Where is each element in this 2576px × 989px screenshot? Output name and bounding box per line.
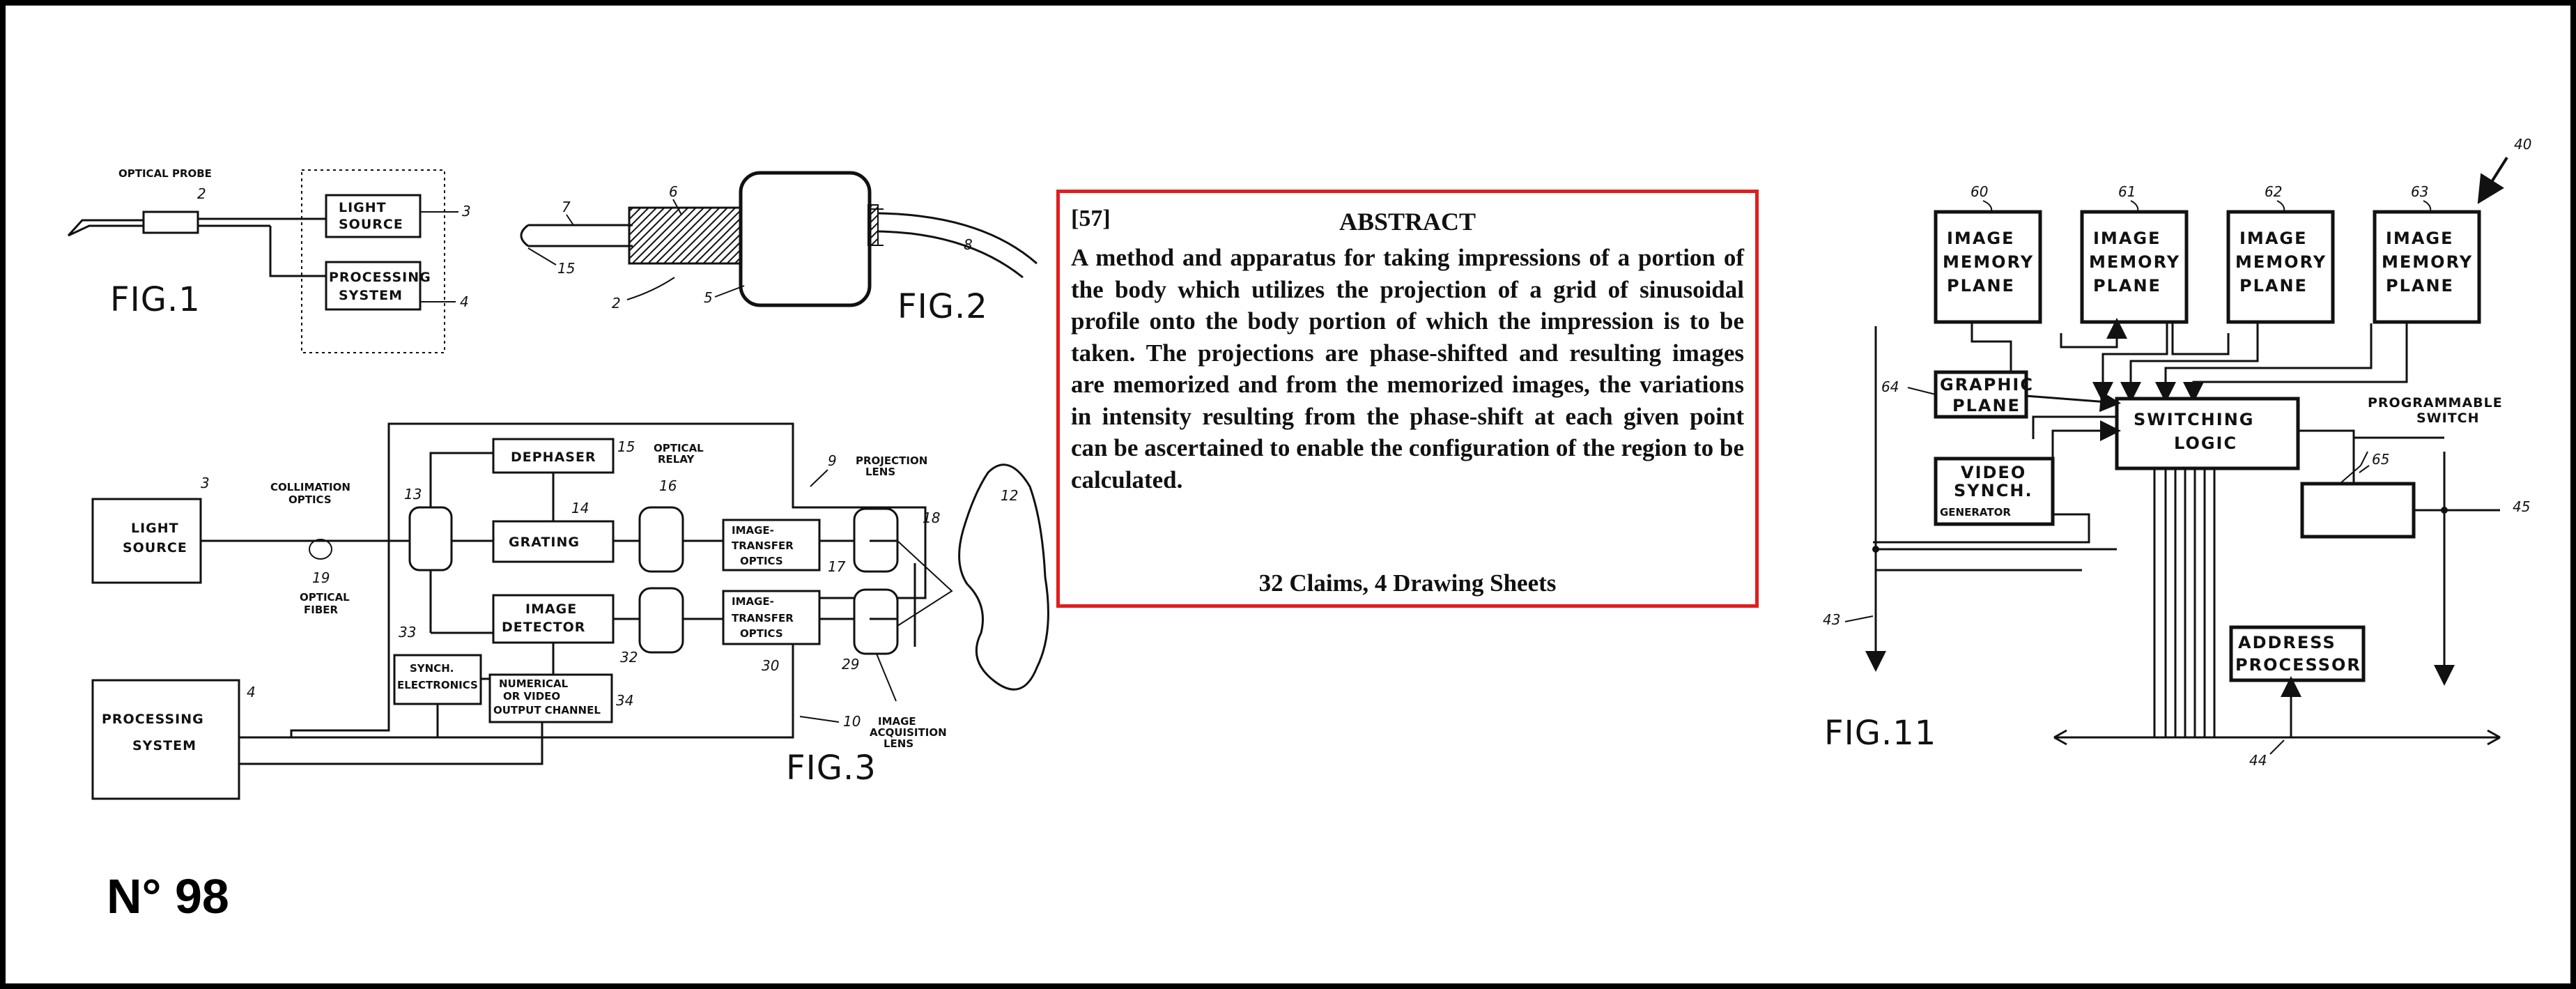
fig3-relay-1: OPTICAL: [654, 442, 704, 454]
ref-60: 60: [1970, 183, 1989, 200]
fig3-ref-16: 16: [659, 477, 677, 494]
fig1-ref-proc: 4: [460, 293, 469, 310]
prog-switch-label-2: SWITCH: [2416, 411, 2480, 426]
fig1-proc-label-1: PROCESSING: [329, 270, 431, 285]
fig3-title: FIG.3: [786, 749, 877, 788]
fig3-fiber-2: FIBER: [304, 604, 339, 616]
figure-11: [1803, 124, 2563, 786]
fig3-light-label-2: SOURCE: [123, 540, 187, 555]
fig3-ref-33: 33: [399, 624, 417, 641]
fig3-ref-10: 10: [843, 713, 861, 730]
abstract-header: [1071, 206, 1744, 238]
fig3-ref-15: 15: [617, 438, 635, 455]
fig3-ref-12: 12: [1001, 487, 1019, 504]
mem62-label-2: MEMORY: [2235, 252, 2327, 272]
fig3-dephaser: DEPHASER: [511, 450, 596, 465]
fig1-optical-probe: [144, 212, 198, 233]
ref-61: 61: [2118, 183, 2136, 200]
fig2-ref-6: 6: [669, 183, 678, 200]
mem60-label-1: IMAGE: [1947, 229, 2015, 248]
ref-65: 65: [2372, 451, 2390, 468]
ref-62: 62: [2265, 183, 2283, 200]
fig3-light-label-1: LIGHT: [131, 521, 179, 536]
fig3-transfer-bottom-1: IMAGE-: [732, 595, 774, 608]
fig3-relay-2: RELAY: [658, 453, 695, 466]
fig3-ref-13: 13: [404, 486, 422, 503]
fig11-title: FIG.11: [1824, 714, 1937, 753]
page-number: N° 98: [107, 869, 229, 923]
fig3-acquisition-lens-box: [854, 590, 897, 654]
fig3-acquisition-3: LENS: [884, 737, 914, 750]
fig3-ref-9: 9: [828, 452, 837, 469]
fig3-grating: GRATING: [509, 535, 580, 550]
fig3-ref-17: 17: [828, 558, 846, 575]
figure-1: [61, 159, 507, 354]
fig2-ref-7: 7: [562, 199, 571, 215]
fig2-ref-15: 15: [557, 260, 576, 277]
fig3-ref-18: 18: [923, 509, 941, 526]
figure-2: [507, 159, 1051, 340]
ref-43: 43: [1823, 611, 1841, 628]
fig3-acquisition-2: ACQUISITION: [870, 726, 947, 739]
abstract-code: [57]: [1071, 206, 1111, 231]
video-label-2: SYNCH.: [1954, 481, 2033, 500]
fig3-ref-34: 34: [616, 692, 634, 709]
fig3-transfer-bottom-3: OPTICS: [740, 627, 783, 640]
fig3-processing-2: SYSTEM: [132, 738, 196, 753]
fig3-transfer-top-2: TRANSFER: [732, 539, 794, 552]
fig3-acquisition-1: IMAGE: [878, 715, 916, 728]
fig3-ref-4: 4: [247, 684, 256, 700]
address-label-1: ADDRESS: [2238, 633, 2336, 652]
mem61-label-1: IMAGE: [2093, 229, 2161, 248]
fig3-output-1: NUMERICAL: [499, 677, 569, 690]
fig1-proc-label-2: SYSTEM: [339, 288, 403, 303]
fig3-output-3: OUTPUT CHANNEL: [493, 704, 601, 716]
fig3-output-2: OR VIDEO: [503, 690, 561, 703]
memory-plane-63: [2375, 183, 2479, 322]
address-label-2: PROCESSOR: [2235, 655, 2361, 675]
abstract-claims: 32 Claims, 4 Drawing Sheets: [1258, 569, 1557, 597]
programmable-switch-box: [2302, 484, 2414, 537]
mem60-label-3: PLANE: [1947, 276, 2015, 296]
fig2-ref-2: 2: [612, 295, 621, 312]
fig1-title: FIG.1: [110, 280, 201, 319]
fig3-transfer-bottom-2: TRANSFER: [732, 612, 794, 624]
fig3-projection-1: PROJECTION: [856, 454, 928, 467]
fig3-fiber-1: OPTICAL: [300, 591, 350, 604]
mem63-label-3: PLANE: [2386, 276, 2454, 296]
fig3-transfer-top-3: OPTICS: [740, 555, 783, 567]
abstract-title: ABSTRACT: [1339, 208, 1476, 236]
memory-plane-60: [1936, 183, 2040, 322]
abstract-body: A method and apparatus for taking impressions of a portion of the body which utilizes the projection of a grid of sinusoidal profile onto the body portion of which the impression is to be taken. The projections are phase-shifted and resulting images are memorized and from the memorized images, the variations in intensity resulting from the phase-shift at each given point can be ascertained to enable the configuration of the region to be calculated.: [1071, 244, 1744, 493]
figure-3: [82, 424, 1058, 814]
fig1-ref-light: 3: [462, 203, 471, 220]
mem63-label-2: MEMORY: [2382, 252, 2474, 272]
fig3-collimation-2: OPTICS: [288, 493, 332, 506]
fig3-ref-14: 14: [571, 500, 589, 516]
fig3-collimation-1: COLLIMATION: [270, 481, 350, 493]
mem62-label-3: PLANE: [2239, 276, 2308, 296]
video-label-1: VIDEO: [1961, 463, 2027, 482]
fig3-ref-30: 30: [762, 657, 780, 674]
fig3-ref-19: 19: [312, 569, 330, 586]
ref-63: 63: [2411, 183, 2429, 200]
switching-label-2: LOGIC: [2174, 434, 2238, 453]
fig3-synch-1: SYNCH.: [410, 662, 454, 675]
fig2-title: FIG.2: [897, 287, 988, 326]
fig2-ref-8: 8: [964, 236, 973, 253]
memory-plane-62: [2228, 183, 2333, 322]
ref-64: 64: [1881, 378, 1899, 395]
fig3-relay-box-bottom: [640, 588, 683, 652]
mem62-label-1: IMAGE: [2239, 229, 2308, 248]
fig1-ref-probe: 2: [197, 185, 206, 202]
ref-45: 45: [2513, 498, 2531, 515]
graphic-label-2: PLANE: [1952, 396, 2021, 415]
fig3-transfer-top-1: IMAGE-: [732, 524, 774, 537]
mem61-label-2: MEMORY: [2089, 252, 2181, 272]
fig3-collimation-box: [410, 507, 452, 570]
ref-40: 40: [2514, 136, 2532, 153]
mem61-label-3: PLANE: [2093, 276, 2161, 296]
abstract-box: [1056, 190, 1759, 608]
fig3-relay-box-top: [640, 507, 683, 572]
ref-44: 44: [2249, 752, 2267, 769]
fig3-projection-2: LENS: [865, 466, 896, 478]
fig3-detector-1: IMAGE: [525, 601, 578, 617]
graphic-label-1: GRAPHIC: [1940, 375, 2034, 394]
prog-switch-label-1: PROGRAMMABLE: [2368, 395, 2503, 411]
fig2-ref-5: 5: [704, 289, 713, 306]
fig2-sleeve: [629, 208, 744, 263]
mem63-label-1: IMAGE: [2386, 229, 2454, 248]
fig3-ref-32: 32: [620, 649, 638, 666]
fig2-housing: [741, 173, 870, 305]
fig3-synch-2: ELECTRONICS: [397, 679, 478, 691]
fig3-processing-1: PROCESSING: [102, 712, 204, 727]
memory-plane-61: [2082, 183, 2186, 322]
mem60-label-2: MEMORY: [1943, 252, 2035, 272]
fig1-light-label-1: LIGHT: [339, 200, 387, 215]
fig1-probe-label: OPTICAL PROBE: [118, 167, 212, 180]
fig3-ref-3: 3: [201, 475, 210, 491]
fig1-light-label-2: SOURCE: [339, 217, 403, 232]
fig3-ref-29: 29: [842, 656, 860, 673]
switching-label-1: SWITCHING: [2134, 410, 2255, 429]
video-label-3: GENERATOR: [1940, 506, 2011, 519]
fig3-detector-2: DETECTOR: [502, 620, 586, 635]
